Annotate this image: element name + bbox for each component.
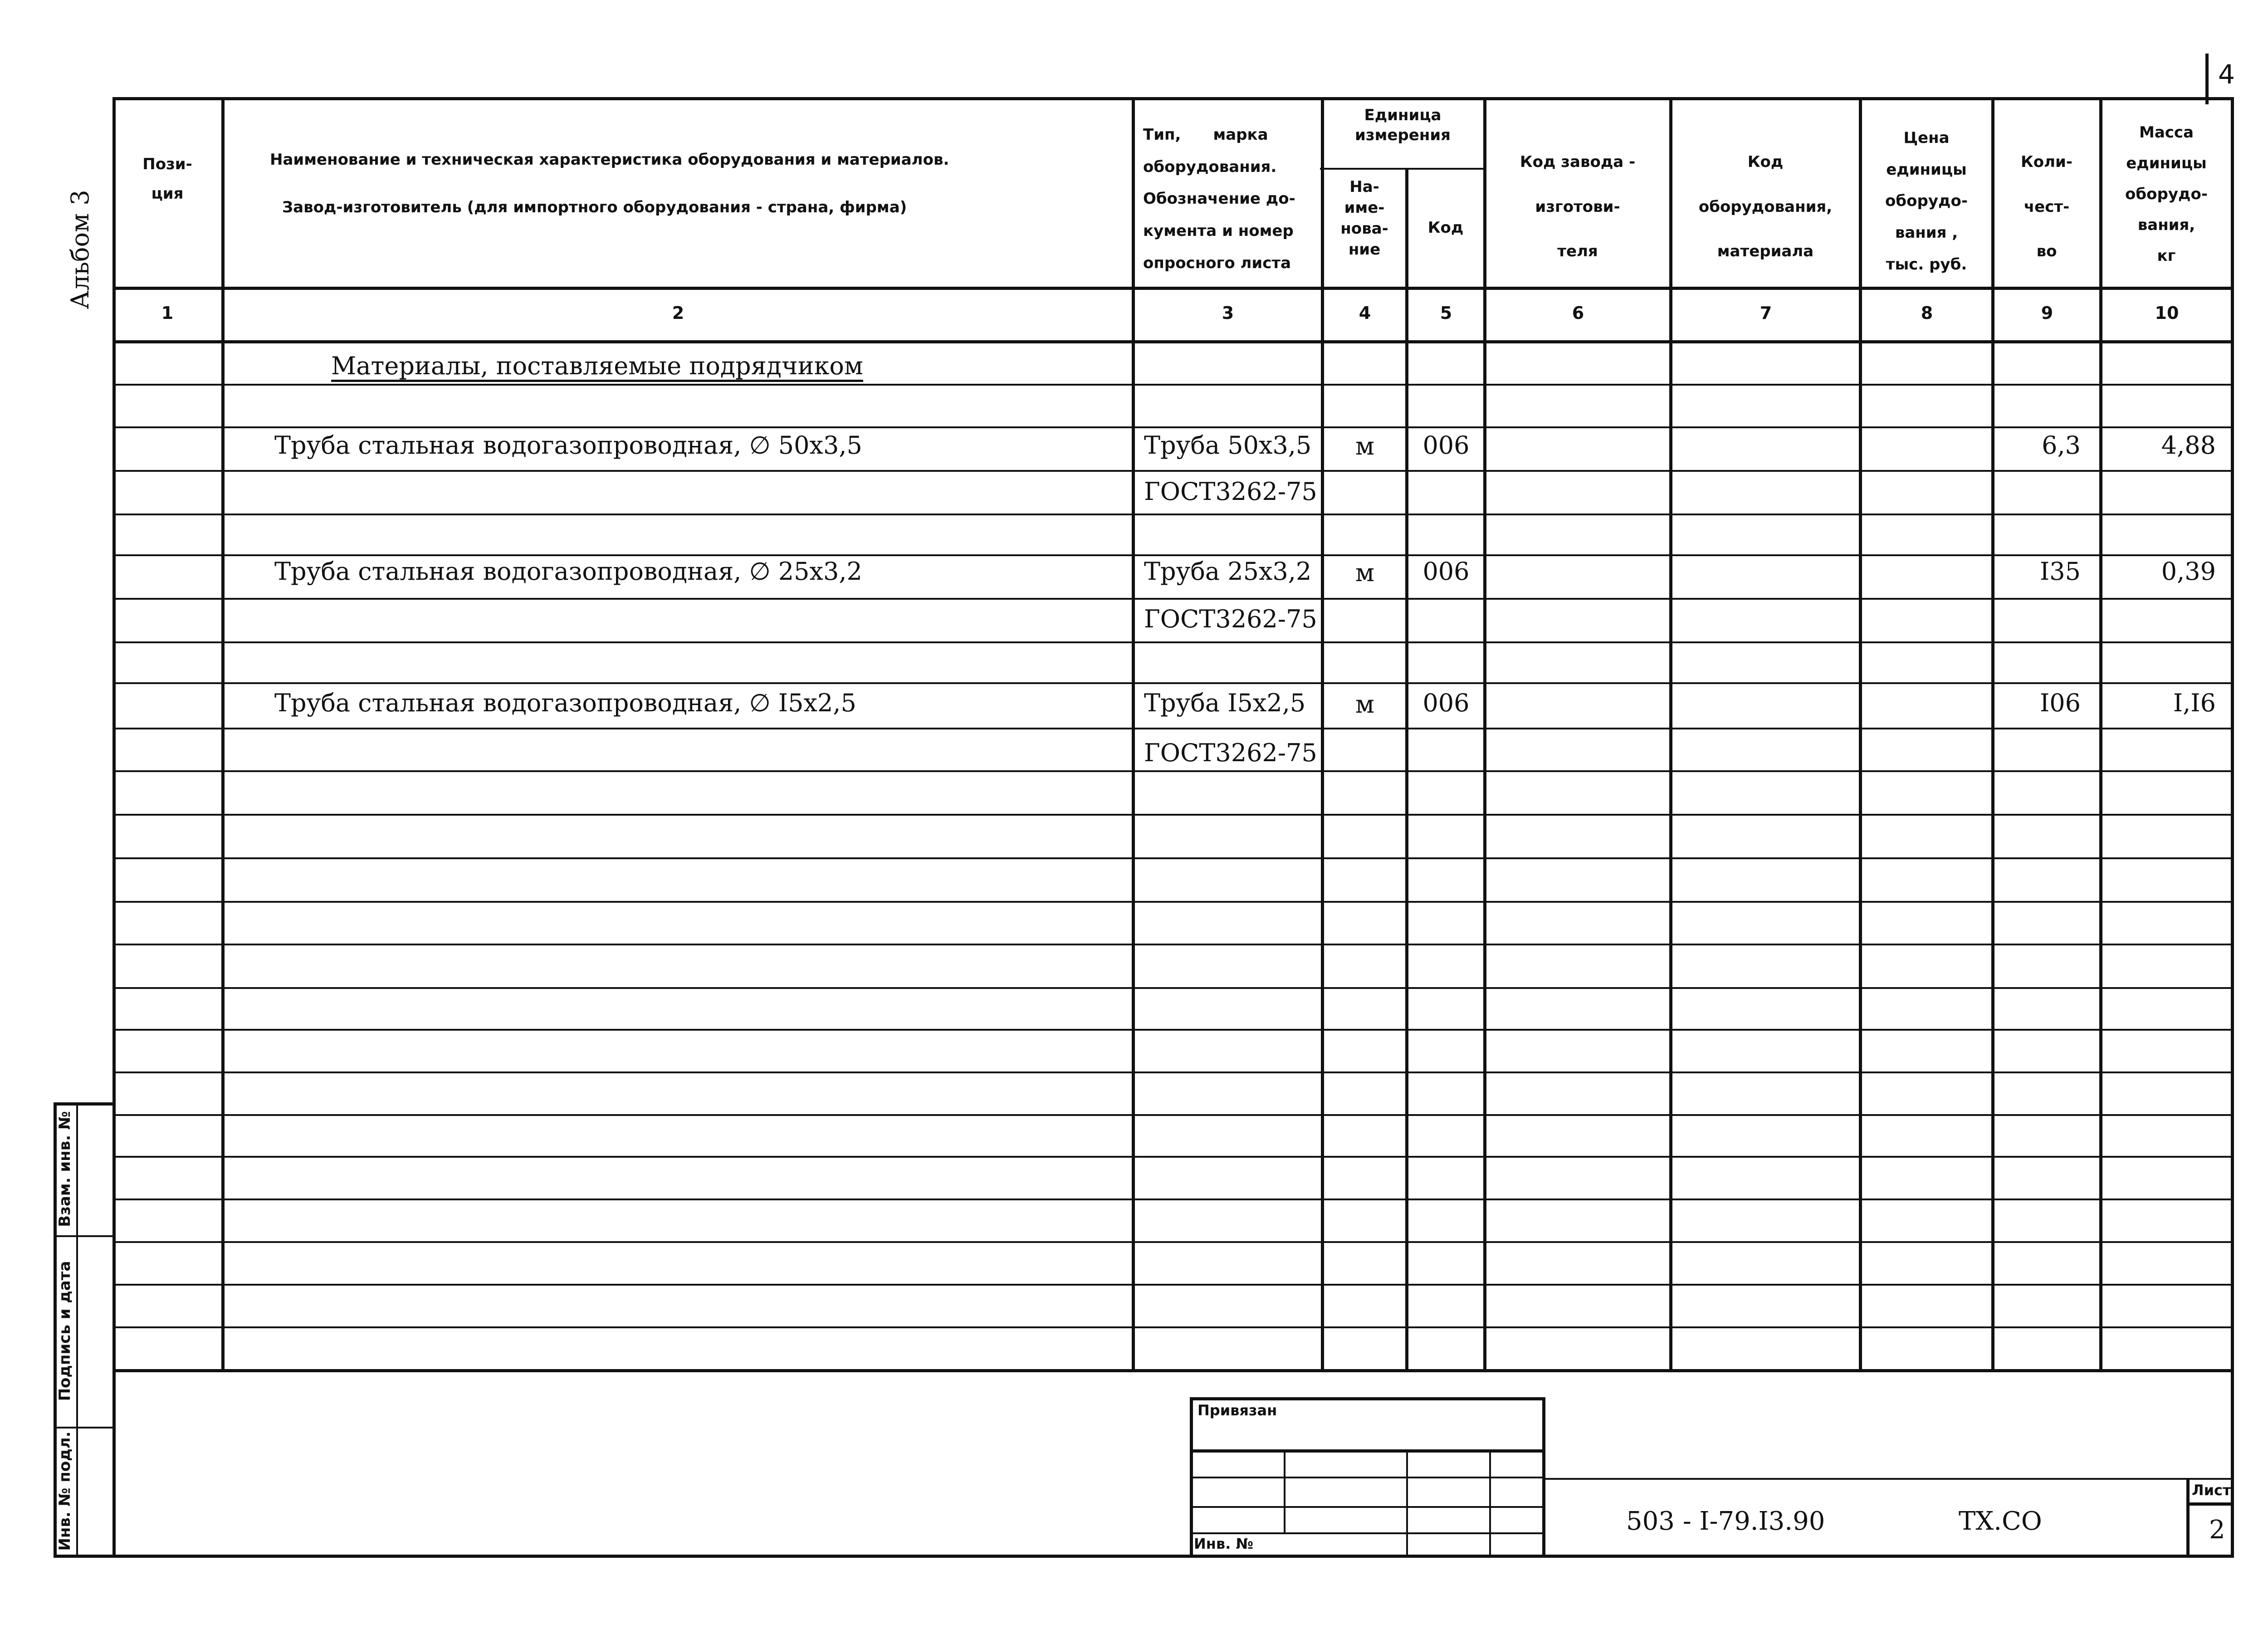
row-line: [112, 1029, 2234, 1031]
row-line: [112, 1326, 2234, 1328]
item-1-mass: 4,88: [2161, 431, 2216, 460]
page-number: 4: [2218, 59, 2235, 90]
item-3-gost: ГОСТ3262-75: [1144, 739, 1317, 767]
row-line: [112, 814, 2234, 816]
header-col6: Код завода - изготови- теля: [1520, 153, 1636, 261]
list-box-left: [2186, 1478, 2190, 1556]
stamp-box-col2: [1406, 1449, 1408, 1556]
row-line: [112, 1199, 2234, 1200]
item-1-qty: 6,3: [2042, 431, 2081, 460]
table-body-bottom: [112, 1369, 2234, 1372]
item-2-unit: м: [1355, 558, 1374, 587]
item-2-name: Труба стальная водогазопроводная, ∅ 25x3,2: [274, 557, 862, 586]
col-sep-9: [2099, 97, 2102, 1372]
album-label: Альбом 3: [66, 190, 94, 309]
numrow-bottom: [112, 340, 2234, 343]
header-col1: Пози- ция: [142, 155, 192, 203]
row-line: [112, 944, 2234, 945]
col-sep-6: [1669, 97, 1672, 1372]
row-line: [112, 641, 2234, 643]
side-stamp-mid: [76, 1102, 78, 1556]
stamp-box-top: [1190, 1397, 1545, 1400]
col-number-10: 10: [2155, 303, 2179, 323]
row-line: [112, 901, 2234, 903]
col-sep-5: [1483, 97, 1486, 1372]
row-line: [112, 1156, 2234, 1158]
header-col2-line2: Завод-изготовитель (для импортного оборудования - страна, фирма): [282, 198, 907, 216]
stamp-box-col1: [1284, 1449, 1286, 1532]
stamp-box-col3: [1489, 1449, 1491, 1556]
doc-code: 503 - I-79.I3.90: [1626, 1507, 1825, 1536]
row-line: [112, 682, 2234, 684]
header-col45: Единица измерения: [1355, 106, 1451, 145]
item-3-qty: I06: [2039, 689, 2081, 717]
col-number-2: 2: [672, 303, 684, 323]
doc-block-top: [1542, 1478, 2234, 1480]
item-3-unit: м: [1355, 690, 1374, 719]
row-line: [112, 514, 2234, 515]
header-col5: Код: [1427, 219, 1464, 237]
row-line: [112, 384, 2234, 386]
stamp-privyazan: Привязан: [1198, 1402, 1277, 1419]
item-3-type: Труба I5x2,5: [1144, 689, 1306, 717]
stamp-box-line1: [1190, 1449, 1545, 1453]
row-line: [112, 770, 2234, 772]
frame-top: [112, 97, 2234, 100]
col-sep-7: [1859, 97, 1862, 1372]
side-stamp-vzam: Взам. инв. №: [56, 1111, 74, 1227]
item-2-type: Труба 25x3,2: [1144, 557, 1312, 586]
item-3-code: 006: [1422, 689, 1470, 717]
row-line: [112, 470, 2234, 472]
side-stamp-podpis: Подпись и дата: [56, 1261, 74, 1401]
item-3-name: Труба стальная водогазопроводная, ∅ I5x2,5: [274, 689, 856, 717]
frame-bottom: [54, 1555, 2234, 1558]
item-2-mass: 0,39: [2161, 557, 2216, 586]
list-number: 2: [2209, 1515, 2225, 1545]
col-sep-1: [221, 97, 225, 1372]
row-line: [112, 987, 2234, 989]
item-1-code: 006: [1422, 431, 1470, 460]
stamp-box-line2: [1190, 1477, 1545, 1478]
col-number-6: 6: [1572, 303, 1584, 323]
header-col10: Масса единицы оборудо- вания, кг: [2125, 123, 2208, 265]
col-number-7: 7: [1760, 303, 1772, 323]
row-line: [112, 1071, 2234, 1073]
item-2-gost: ГОСТ3262-75: [1144, 605, 1317, 633]
list-box-sep: [2186, 1502, 2234, 1506]
row-line: [112, 554, 2234, 556]
doc-suffix: TX.CO: [1959, 1507, 2042, 1536]
col-number-4: 4: [1359, 303, 1371, 323]
row-line: [112, 598, 2234, 600]
item-3-mass: I,I6: [2173, 689, 2216, 717]
side-stamp-inv: Инв. № подл.: [56, 1431, 74, 1551]
header-col7: Код оборудования, материала: [1698, 153, 1833, 261]
stamp-box-line3: [1190, 1506, 1545, 1508]
row-line: [112, 1241, 2234, 1243]
col-sep-2: [1132, 97, 1135, 1372]
col-number-3: 3: [1222, 303, 1234, 323]
row-line: [112, 1284, 2234, 1286]
row-line: [112, 1114, 2234, 1116]
col-number-5: 5: [1440, 303, 1452, 323]
item-1-gost: ГОСТ3262-75: [1144, 477, 1317, 506]
item-1-type: Труба 50x3,5: [1144, 431, 1312, 460]
row-line: [112, 728, 2234, 729]
item-1-unit: м: [1355, 432, 1374, 460]
header-bottom: [112, 287, 2234, 290]
item-2-code: 006: [1422, 557, 1470, 586]
header-col3: Тип, марка оборудования. Обозначение до- кумента и номер опросного листа: [1143, 126, 1295, 272]
col-sep-3: [1321, 97, 1324, 1372]
item-1-name: Труба стальная водогазопроводная, ∅ 50x3,5: [274, 431, 862, 460]
item-2-qty: I35: [2039, 557, 2081, 586]
header-col4: На- име- нова- ние: [1340, 178, 1388, 259]
col-sep-8: [1991, 97, 1994, 1372]
section-title: Материалы, поставляемые подрядчиком: [331, 352, 863, 380]
header-col2-line1: Наименование и техническая характеристика оборудования и материалов.: [270, 151, 949, 169]
stamp-box-line4: [1190, 1532, 1545, 1534]
header-col8: Цена единицы оборудо- вания , тыс. руб.: [1885, 129, 1968, 274]
row-line: [112, 426, 2234, 428]
stamp-inv-no: Инв. №: [1194, 1535, 1253, 1552]
header-col9: Коли- чест- во: [2021, 153, 2072, 261]
frame-left: [112, 97, 116, 1556]
row-line: [112, 857, 2234, 859]
unit-split: [1320, 168, 1483, 170]
col-number-9: 9: [2041, 303, 2053, 323]
col-sep-4: [1405, 168, 1408, 1372]
col-number-1: 1: [161, 303, 174, 323]
list-label: Лист: [2192, 1482, 2231, 1499]
frame-right: [2231, 97, 2234, 1556]
col-number-8: 8: [1921, 303, 1933, 323]
